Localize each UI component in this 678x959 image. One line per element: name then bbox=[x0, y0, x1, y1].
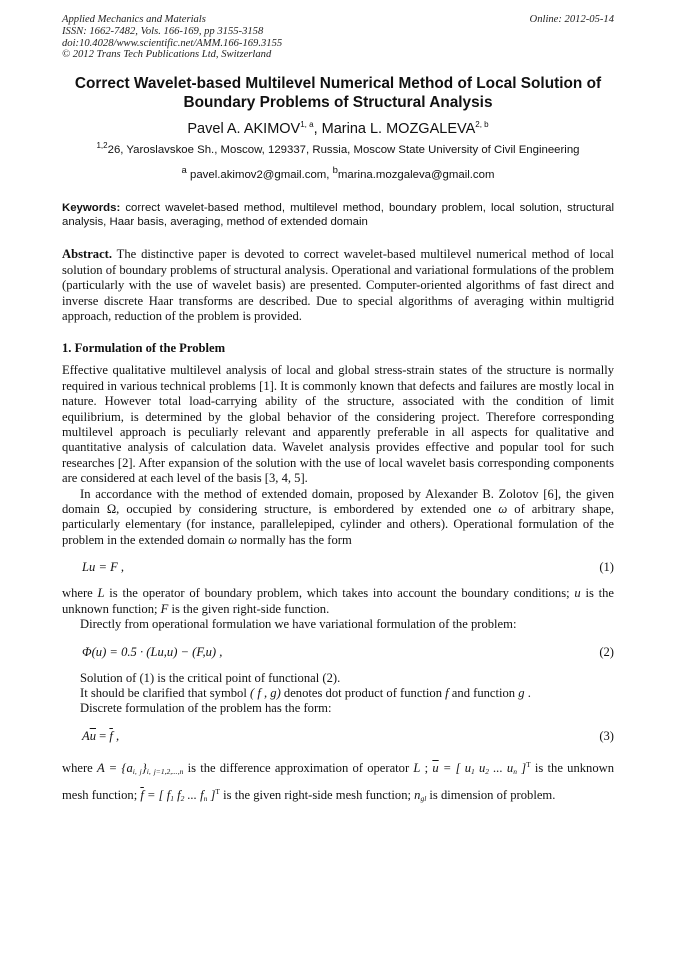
math-subscript: n bbox=[203, 794, 208, 804]
section-heading: 1. Formulation of the Problem bbox=[62, 341, 226, 356]
journal-header bbox=[62, 14, 614, 61]
text-run: is the operator of boundary problem, which takes into account the boundary conditions; bbox=[104, 586, 575, 601]
equation-formula: Φ(u) = 0.5 · (Lu,u) − (F,u) , bbox=[82, 644, 223, 659]
email-link[interactable]: marina.mozgaleva@gmail.com bbox=[337, 168, 495, 181]
paragraph: Effective qualitative multilevel analysis of local and global stress-strain states of the structure is normally required in various technical problems [1]. It is commonly known that defects and failures are mostly local in nature. However total load-carrying ability of the structure, associated with the condition of limit equilibrium, is determined by the global behavior of the considering project. Therefore corresponding multilevel approach is peculiarly relevant and apparently preferable in all aspects for qualitative and quantitative analysis of calculation data. Wavelet analysis provides effective and popular tool for such researches [2]. After expansion of the solution with the use of local wavelet basis corresponding components are considered at each level of the basis [3, 4, 5]. bbox=[62, 363, 614, 486]
paragraph bbox=[62, 686, 614, 701]
paragraph: Solution of (1) is the critical point of functional (2). bbox=[80, 670, 341, 685]
equation-formula bbox=[82, 728, 119, 744]
text-run: where bbox=[62, 760, 97, 775]
paragraph bbox=[62, 487, 614, 549]
journal-name: Applied Mechanics and Materials bbox=[62, 14, 206, 25]
math-superscript: T bbox=[215, 786, 221, 796]
text-run: is the given right-side function. bbox=[168, 601, 330, 616]
affiliation-mark: 1,2 bbox=[96, 141, 108, 151]
math-symbol: ... f bbox=[184, 788, 204, 803]
text-run: is the unknown mesh function; bbox=[62, 760, 615, 803]
email-mark: a bbox=[181, 165, 187, 177]
author-affiliation-mark: 2, b bbox=[475, 120, 489, 130]
math-symbol: = [ u bbox=[438, 760, 472, 775]
online-date: Online: 2012-05-14 bbox=[529, 14, 614, 25]
text-run: is the given right-side mesh function; bbox=[220, 788, 415, 803]
equation-3 bbox=[62, 728, 614, 744]
keywords bbox=[62, 201, 614, 229]
math-subscript: n bbox=[513, 766, 517, 776]
text-run: , occupied by considering structure, is embordered by extended one bbox=[116, 502, 499, 517]
paper-title: Correct Wavelet-based Multilevel Numerical Method of Local Solution of Boundary Problems of Structural Analysis bbox=[74, 75, 602, 112]
math-symbol: $\overline{f}$ bbox=[109, 728, 113, 743]
math-symbol: u bbox=[574, 586, 581, 601]
math-symbol: u bbox=[474, 760, 486, 775]
journal-doi: doi:10.4028/www.scientific.net/AMM.166-169.3155 bbox=[62, 37, 283, 49]
math-symbol: $\overline{f}$ bbox=[140, 788, 144, 803]
paragraph: Discrete formulation of the problem has the form: bbox=[80, 701, 332, 716]
paragraph bbox=[62, 755, 614, 809]
math-subscript: i, j bbox=[132, 766, 142, 776]
math-symbol: F bbox=[160, 601, 169, 616]
math-symbol: , bbox=[112, 728, 120, 743]
math-symbol: g bbox=[518, 685, 525, 700]
math-symbol: $\overline{u}$ bbox=[432, 760, 439, 775]
text-run: of arbitrary shape, particularly elementary (for instance, parallelepiped, cylinder and others). Operational formulation of the problem in the extended domain bbox=[62, 502, 614, 547]
author-name: Pavel A. AKIMOV bbox=[187, 121, 301, 138]
author-list bbox=[62, 120, 614, 138]
text-run: and function bbox=[448, 685, 519, 700]
math-symbol: Ω bbox=[106, 502, 117, 517]
affiliation-text: 26, Yaroslavskoe Sh., Moscow, 129337, Russia, Moscow State University of Civil Engineering bbox=[107, 144, 580, 157]
text-run: where bbox=[62, 586, 98, 601]
paragraph bbox=[62, 586, 614, 617]
affiliation bbox=[62, 143, 614, 157]
math-symbol: L bbox=[97, 586, 105, 601]
text-run: ; bbox=[420, 760, 433, 775]
math-symbol: n bbox=[414, 788, 421, 803]
math-symbol: ] bbox=[207, 788, 216, 803]
author-affiliation-mark: 1, a bbox=[300, 120, 314, 130]
author-name: Marina L. MOZGALEVA bbox=[321, 121, 476, 138]
math-symbol: ω bbox=[498, 502, 508, 517]
math-subscript: 2 bbox=[180, 794, 185, 804]
text-run: normally has the form bbox=[237, 532, 352, 547]
equation-1 bbox=[62, 559, 614, 575]
abstract bbox=[62, 247, 614, 324]
abstract-label: Abstract. bbox=[62, 247, 113, 262]
text-run: is the difference approximation of operator bbox=[183, 760, 414, 775]
keywords-label: Keywords: bbox=[62, 201, 121, 214]
math-subscript: i, j=1,2,...,n bbox=[146, 766, 184, 776]
math-subscript: 1 bbox=[170, 794, 174, 804]
text-run: In accordance with the method of extended domain, proposed by Alexander B. Zolotov [6], the given domain bbox=[62, 486, 614, 517]
math-symbol: ... u bbox=[489, 760, 514, 775]
math-symbol: $\overline{u}$ bbox=[89, 728, 96, 743]
math-symbol: A = {a bbox=[97, 760, 133, 775]
math-symbol: ( f , g) bbox=[249, 685, 281, 700]
math-symbol: A bbox=[82, 728, 90, 743]
math-subscript: gl bbox=[420, 794, 427, 804]
paragraph: Directly from operational formulation we have variational formulation of the problem: bbox=[80, 617, 517, 632]
math-symbol: ] bbox=[516, 760, 527, 775]
abstract-text: The distinctive paper is devoted to correct wavelet-based multilevel numerical method of local solution of boundary problems of structural analysis. Operational and variational formulations of the problem (particularly with the use of wavelet basis) are presented. Computer-oriented algorithms of fast direct and inverse discrete Haar transforms are described. Due to special algorithms of averaging within multigrid approach, reduction of the problem is provided. bbox=[62, 247, 614, 324]
math-symbol: L bbox=[413, 760, 421, 775]
text-run: It should be clarified that symbol bbox=[80, 685, 250, 700]
paper-page bbox=[62, 14, 614, 809]
text-run: . bbox=[524, 685, 531, 700]
equation-number: (3) bbox=[599, 728, 614, 743]
math-symbol: = [ f bbox=[143, 788, 171, 803]
journal-issn: ISSN: 1662-7482, Vols. 166-169, pp 3155-3158 bbox=[62, 25, 264, 37]
math-symbol: = bbox=[96, 728, 110, 743]
math-symbol: ω bbox=[228, 532, 238, 547]
author-separator: , bbox=[313, 121, 322, 138]
equation-number: (2) bbox=[599, 644, 614, 659]
text-run: is the unknown function; bbox=[62, 586, 614, 616]
email-mark: b bbox=[332, 165, 338, 177]
math-subscript: 1 bbox=[471, 766, 475, 776]
journal-copyright: © 2012 Trans Tech Publications Ltd, Switzerland bbox=[62, 49, 272, 61]
math-symbol: f bbox=[445, 685, 449, 700]
keywords-text: correct wavelet-based method, multilevel method, boundary problem, local solution, structural analysis, Haar basis, averaging, method of extended domain bbox=[62, 201, 614, 229]
text-run: denotes dot product of function bbox=[280, 685, 446, 700]
math-symbol: f bbox=[173, 788, 181, 803]
math-superscript: T bbox=[526, 759, 531, 769]
equation-number: (1) bbox=[599, 560, 614, 575]
math-symbol: } bbox=[141, 760, 147, 775]
math-subscript: 2 bbox=[485, 766, 490, 776]
equation-formula: Lu = F , bbox=[82, 560, 125, 575]
equation-2 bbox=[62, 644, 614, 660]
author-emails bbox=[62, 164, 614, 182]
text-run: is dimension of problem. bbox=[426, 788, 556, 803]
email-link[interactable]: pavel.akimov2@gmail.com, bbox=[190, 168, 330, 181]
